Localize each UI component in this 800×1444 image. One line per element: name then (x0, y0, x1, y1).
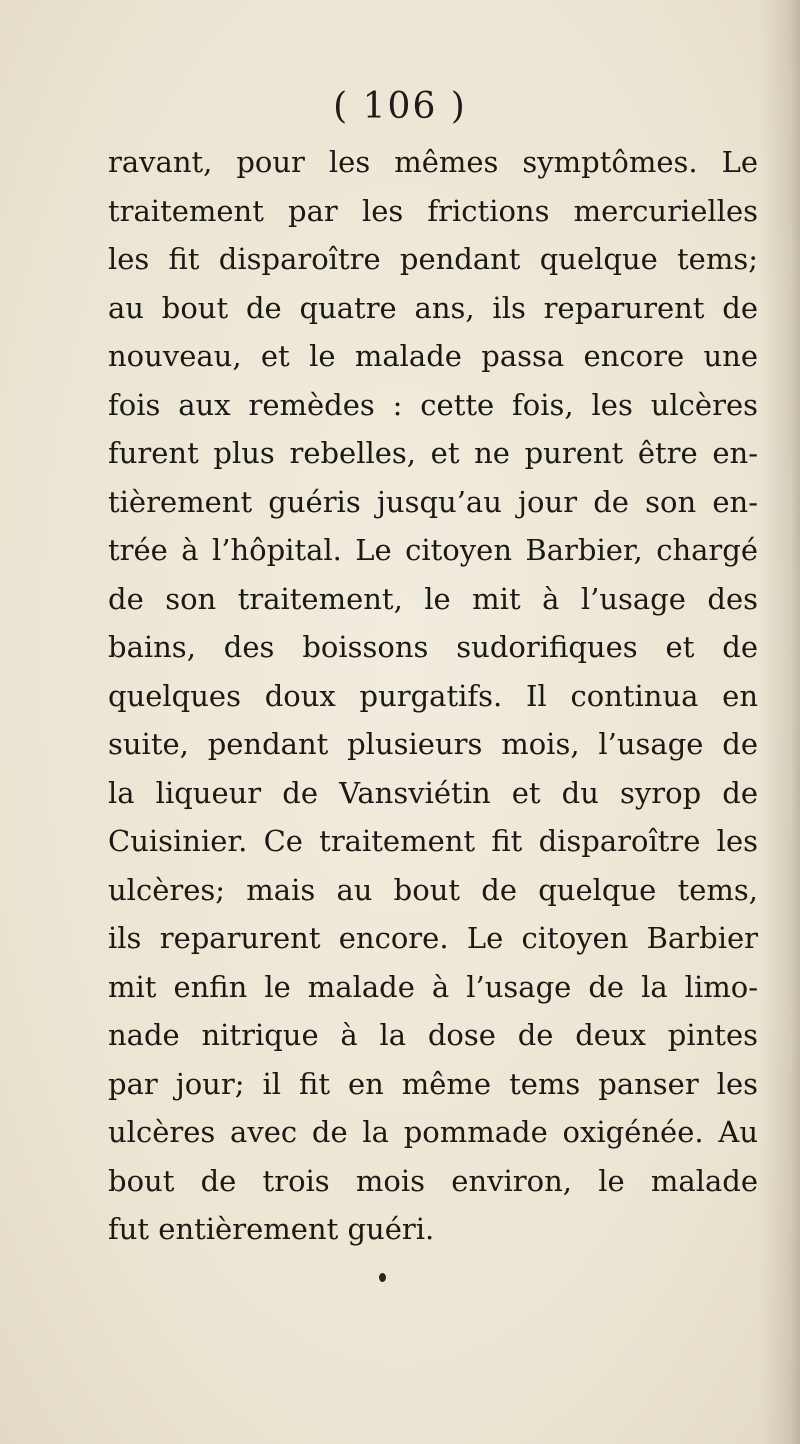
text-line-21: ulcères avec de la pommade oxigénée. Au (108, 1115, 758, 1149)
text-line-19: nade nitrique à la dose de deux pintes (108, 1018, 758, 1052)
text-line-15: Cuisinier. Ce traitement fit disparoître les (108, 824, 758, 858)
page-number: ( 106 ) (333, 86, 467, 127)
text-line-2: traitement par les frictions mercurielles (108, 193, 758, 228)
text-line-17: ils reparurent encore. Le citoyen Barbier (108, 921, 758, 955)
text-line-18: mit enfin le malade à l’usage de la limo- (108, 969, 758, 1004)
text-line-4: au bout de quatre ans, ils reparurent de (108, 290, 758, 325)
text-line-7: furent plus rebelles, et ne purent être en- (108, 436, 758, 470)
text-line-5: nouveau, et le malade passa encore une (108, 339, 758, 373)
text-line-9: trée à l’hôpital. Le citoyen Barbier, chargé (108, 533, 758, 567)
ink-speck (379, 1273, 386, 1282)
text-line-22: bout de trois mois environ, le malade (108, 1163, 758, 1198)
text-line-20: par jour; il fit en même tems panser les (108, 1066, 758, 1101)
text-line-13: suite, pendant plusieurs mois, l’usage de (108, 727, 758, 761)
text-line-12: quelques doux purgatifs. Il continua en (108, 678, 758, 713)
text-line-14: la liqueur de Vansviétin et du syrop de (108, 775, 758, 810)
text-line-23: fut entièrement guéri. (108, 1212, 435, 1246)
text-line-16: ulcères; mais au bout de quelque tems, (108, 872, 758, 907)
text-line-10: de son traitement, le mit à l’usage des (108, 581, 758, 616)
text-line-1: ravant, pour les mêmes symptômes. Le (108, 145, 758, 179)
text-line-6: fois aux remèdes : cette fois, les ulcères (108, 387, 758, 422)
body-text (108, 138, 758, 1254)
text-line-8: tièrement guéris jusqu’au jour de son en- (108, 484, 758, 519)
text-line-11: bains, des boissons sudorifiques et de (108, 630, 758, 664)
text-line-3: les fit disparoître pendant quelque tems; (108, 242, 758, 276)
